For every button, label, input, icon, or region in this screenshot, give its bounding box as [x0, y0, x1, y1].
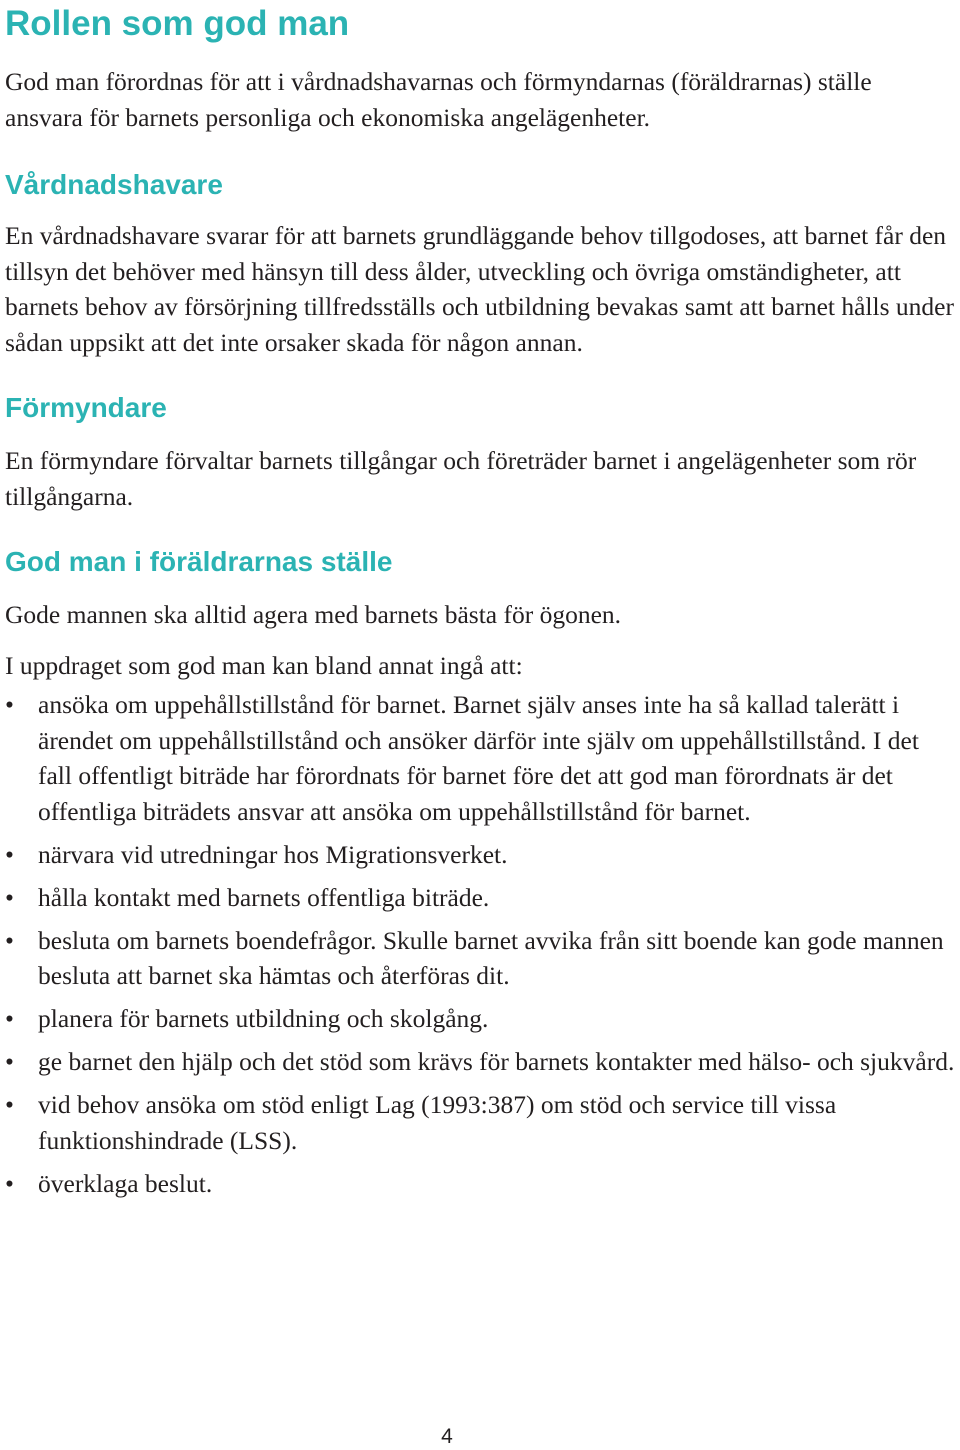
heading-vardnadshavare: Vårdnadshavare — [5, 169, 223, 200]
page-title: Rollen som god man — [5, 4, 350, 43]
bullet-icon: • — [5, 925, 14, 955]
intro-paragraph: God man förordnas för att i vårdnadshavarnas och förmyndarnas (föräldrarnas) ställe ansvara för barnets personliga och ekonomiska angelägenheter. — [5, 67, 872, 132]
bullet-icon: • — [5, 1168, 14, 1198]
list-item — [5, 1166, 955, 1202]
document-page — [5, 0, 955, 1209]
list-item — [5, 1087, 955, 1158]
bullet-icon: • — [5, 1004, 14, 1033]
bullet-icon: • — [5, 690, 14, 719]
list-item — [5, 880, 955, 916]
heading-formyndare: Förmyndare — [5, 392, 167, 423]
paragraph-formyndare: En förmyndare förvaltar barnets tillgångar och företräder barnet i angelägenheter som rör tillgångarna. — [5, 446, 917, 511]
list-item-text: besluta om barnets boendefrågor. Skulle barnet avvika från sitt boende kan gode mannen besluta att barnet ska hämtas och återföras dit. — [38, 925, 944, 990]
bullet-icon: • — [5, 839, 14, 869]
list-item-text: överklaga beslut. — [38, 1168, 213, 1198]
list-intro: I uppdraget som god man kan bland annat ingå att: — [5, 650, 523, 680]
list-item-text: hålla kontakt med barnets offentliga biträde. — [38, 882, 490, 912]
heading-god-man: God man i föräldrarnas ställe — [5, 546, 393, 577]
bullet-icon: • — [5, 1090, 14, 1119]
list-item-text: vid behov ansöka om stöd enligt Lag (1993:387) om stöd och service till vissa funktionshindrade (LSS). — [38, 1090, 837, 1155]
list-item-text: närvara vid utredningar hos Migrationsverket. — [38, 839, 508, 869]
paragraph-vardnadshavare: En vårdnadshavare svarar för att barnets grundläggande behov tillgodoses, att barnet får den tillsyn det behöver med hänsyn till dess ålder, utveckling och övriga omständigheter, att barnets behov av försörjning tillfredsställs och utbildning bevakas samt att barnet hålls under sådan uppsikt att det inte orsaker skada för någon annan. — [5, 221, 954, 357]
paragraph-god-man: Gode mannen ska alltid agera med barnets bästa för ögonen. — [5, 600, 622, 629]
list-item — [5, 687, 955, 829]
bullet-icon: • — [5, 1047, 14, 1076]
list-item — [5, 1001, 955, 1037]
list-item-text: ge barnet den hjälp och det stöd som krävs för barnets kontakter med hälso- och sjukvård. — [38, 1047, 955, 1076]
list-item — [5, 837, 955, 873]
list-item-text: planera för barnets utbildning och skolgång. — [38, 1004, 489, 1033]
bullet-icon: • — [5, 882, 14, 912]
duties-list — [5, 687, 955, 1201]
page-number: 4 — [441, 1425, 453, 1448]
list-item-text: ansöka om uppehållstillstånd för barnet. Barnet själv anses inte ha så kallad talerätt i ärendet om uppehållstillstånd och ansöker därför inte själv om uppehållstillstånd. I det fall offentligt biträde har förordnats för barnet före det att god man förordnats är det offentliga biträdets ansvar att ansöka om uppehållstillstånd för barnet. — [38, 690, 919, 826]
list-item — [5, 923, 955, 994]
list-item — [5, 1044, 955, 1080]
